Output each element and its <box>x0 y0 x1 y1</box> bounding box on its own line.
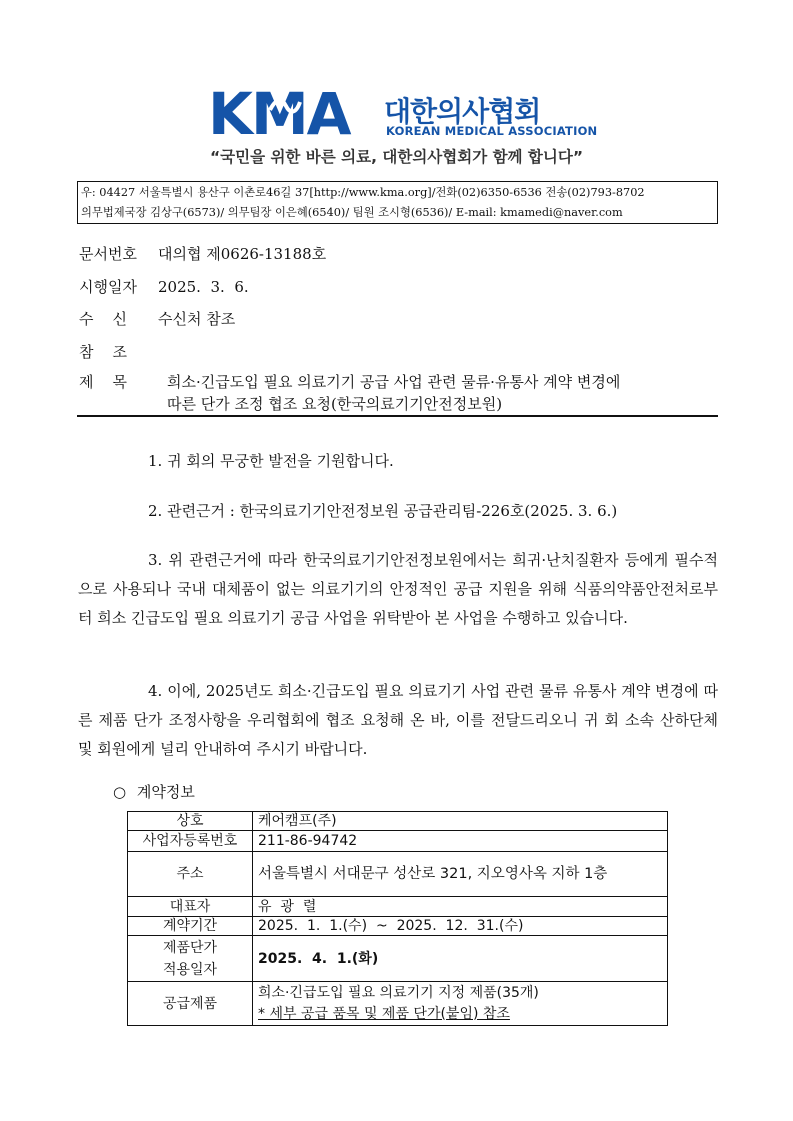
contract-section-heading <box>113 781 195 802</box>
subject-line-2: 따른 단가 조정 협조 요청(한국의료기기안전정보원) <box>167 395 503 413</box>
subject-divider <box>77 415 718 417</box>
doc-number: 대의협 제0626-13188호 <box>158 245 327 263</box>
circle-bullet-icon: ○ <box>113 783 127 801</box>
paragraph-3 <box>78 546 718 633</box>
reference-row <box>79 341 158 362</box>
table-value: 211-86-94742 <box>253 831 668 852</box>
contract-section-title: 계약정보 <box>136 783 195 801</box>
subject-line-1: 희소·긴급도입 필요 의료기기 공급 사업 관련 물류·유통사 계약 변경에 <box>167 373 621 391</box>
table-key: 사업자등록번호 <box>128 831 253 852</box>
logo-wave-icon <box>268 96 302 118</box>
paragraph-2 <box>78 497 718 526</box>
reference-label: 참 조 <box>79 343 128 361</box>
table-key: 주소 <box>128 852 253 897</box>
recipient-row <box>79 308 235 329</box>
contract-table <box>127 811 668 1026</box>
date-row <box>79 276 249 297</box>
table-row <box>128 982 668 1026</box>
table-row <box>128 812 668 831</box>
subject-row <box>79 371 719 415</box>
supply-value-1: 희소·긴급도입 필요 의료기기 지정 제품(35개) <box>258 984 539 1001</box>
table-value: 유 광 렬 <box>253 897 668 917</box>
paragraph-4-text: 4. 이에, 2025년도 희소·긴급도입 필요 의료기기 사업 관련 물류 유통사 계약 변경에 따른 제품 단가 조정사항을 우리협회에 협조 요청해 온 바, 이를 전달드리오니 귀 회 소속 산하단체 및 회원에게 널리 안내하여 주시기 바랍니다. <box>78 682 718 758</box>
table-row <box>128 936 668 982</box>
paragraph-2-text: 2. 관련근거 : 한국의료기기안전정보원 공급관리팀-226호(2025. 3. 6.) <box>148 502 618 520</box>
table-row <box>128 852 668 897</box>
address-line: 우: 04427 서울특별시 용산구 이촌로46길 37[http://www.kma.org]/전화(02)6350-6536 전송(02)793-8702 <box>81 186 645 199</box>
table-value: 2025. 1. 1.(수) ~ 2025. 12. 31.(수) <box>253 917 668 936</box>
table-row <box>128 897 668 917</box>
slogan: “국민을 위한 바른 의료, 대한의사협회가 함께 합니다” <box>209 148 584 166</box>
table-value: 서울특별시 서대문구 성산로 321, 지오영사옥 지하 1층 <box>253 852 668 897</box>
date-value: 2025. 3. 6. <box>158 278 249 296</box>
table-key: 상호 <box>128 812 253 831</box>
address-box <box>77 181 718 224</box>
date-label: 시행일자 <box>79 278 137 296</box>
apply-date-key-1: 제품단가 <box>162 939 218 956</box>
doc-number-row <box>79 243 326 264</box>
paragraph-3-text: 3. 위 관련근거에 따라 한국의료기기안전정보원에서는 희귀·난치질환자 등에게 필수적으로 사용되나 국내 대체품이 없는 의료기기의 안정적인 공급 지원을 위해 식품의약품안전처로부터 희소 긴급도입 필요 의료기기 공급 사업을 위탁받아 본 사업을 수행하고 있습니다. <box>78 551 718 627</box>
logo-text: KMA <box>208 80 350 148</box>
org-name-en: KOREAN MEDICAL ASSOCIATION <box>386 124 598 138</box>
table-value: 케어캠프(주) <box>253 812 668 831</box>
apply-date-key-2: 적용일자 <box>162 961 218 978</box>
table-key: 계약기간 <box>128 917 253 936</box>
table-value <box>253 982 668 1026</box>
doc-number-label: 문서번호 <box>79 245 137 263</box>
supply-value-2: * 세부 공급 품목 및 제품 단가(붙임) 참조 <box>258 1005 510 1022</box>
table-value: 2025. 4. 1.(화) <box>253 936 668 982</box>
contact-line: 의무법제국장 김상구(6573)/ 의무팀장 이은혜(6540)/ 팀원 조시형(6536)/ E-mail: kmamedi@naver.com <box>81 206 623 219</box>
org-name-ko: 대한의사협회 <box>384 95 541 128</box>
table-row <box>128 917 668 936</box>
table-row <box>128 831 668 852</box>
table-key <box>128 936 253 982</box>
table-key: 대표자 <box>128 897 253 917</box>
recipient-label: 수 신 <box>79 310 128 328</box>
recipient-value: 수신처 참조 <box>158 310 236 328</box>
subject-label: 제 목 <box>79 373 128 391</box>
paragraph-4 <box>78 677 718 764</box>
paragraph-1-text: 1. 귀 회의 무궁한 발전을 기원합니다. <box>148 452 394 470</box>
paragraph-1 <box>78 447 718 476</box>
table-key: 공급제품 <box>128 982 253 1026</box>
